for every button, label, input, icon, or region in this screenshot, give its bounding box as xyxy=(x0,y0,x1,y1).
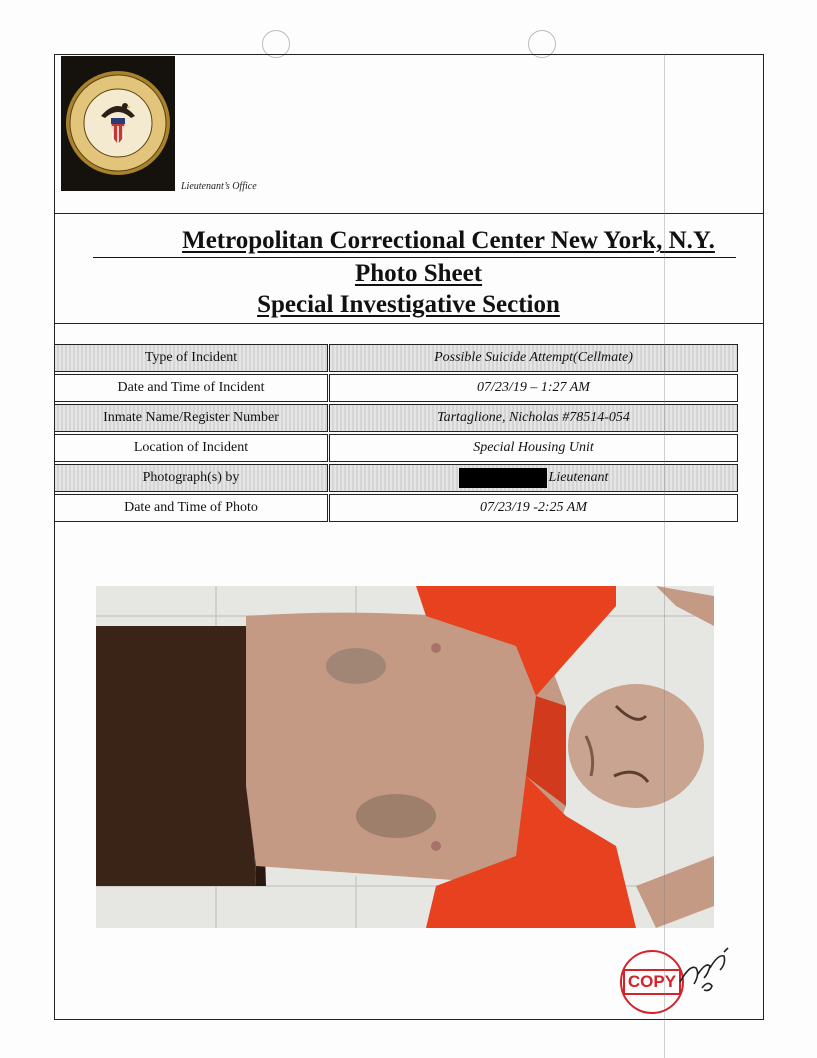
photographer-label: Photograph(s) by xyxy=(54,464,328,492)
photo-datetime-label: Date and Time of Photo xyxy=(54,494,328,522)
table-row xyxy=(54,344,738,374)
incident-datetime-label: Date and Time of Incident xyxy=(54,374,328,402)
incident-info-table xyxy=(54,344,738,524)
incident-type-value: Possible Suicide Attempt(Cellmate) xyxy=(329,344,738,372)
table-row xyxy=(54,494,738,524)
incident-photo xyxy=(96,586,714,928)
section-title: Special Investigative Section xyxy=(257,291,560,318)
sheet-title: Photo Sheet xyxy=(354,260,483,287)
table-row xyxy=(54,464,738,494)
table-row xyxy=(54,374,738,404)
location-value: Special Housing Unit xyxy=(329,434,738,462)
incident-type-label: Type of Incident xyxy=(54,344,328,372)
incident-datetime-value: 07/23/19 – 1:27 AM xyxy=(329,374,738,402)
photo-datetime-value: 07/23/19 -2:25 AM xyxy=(329,494,738,522)
inmate-name-value: Tartaglione, Nicholas #78514-054 xyxy=(329,404,738,432)
photographer-title: Lieutenant xyxy=(548,470,609,485)
office-label: Lieutenant’s Office xyxy=(181,181,257,192)
table-row xyxy=(54,404,738,434)
copy-stamp-icon xyxy=(620,950,684,1014)
handwritten-initials-icon xyxy=(676,944,736,994)
facility-title: Metropolitan Correctional Center New York, N.Y. xyxy=(182,227,715,254)
table-row xyxy=(54,434,738,464)
inmate-name-label: Inmate Name/Register Number xyxy=(54,404,328,432)
title-rule xyxy=(93,257,736,258)
doj-bop-seal-icon xyxy=(61,56,175,191)
photographer-value xyxy=(329,464,738,492)
location-label: Location of Incident xyxy=(54,434,328,462)
redaction-block xyxy=(459,468,547,488)
scan-artifact-line xyxy=(664,54,665,1058)
copy-stamp-text: COPY xyxy=(623,969,681,995)
